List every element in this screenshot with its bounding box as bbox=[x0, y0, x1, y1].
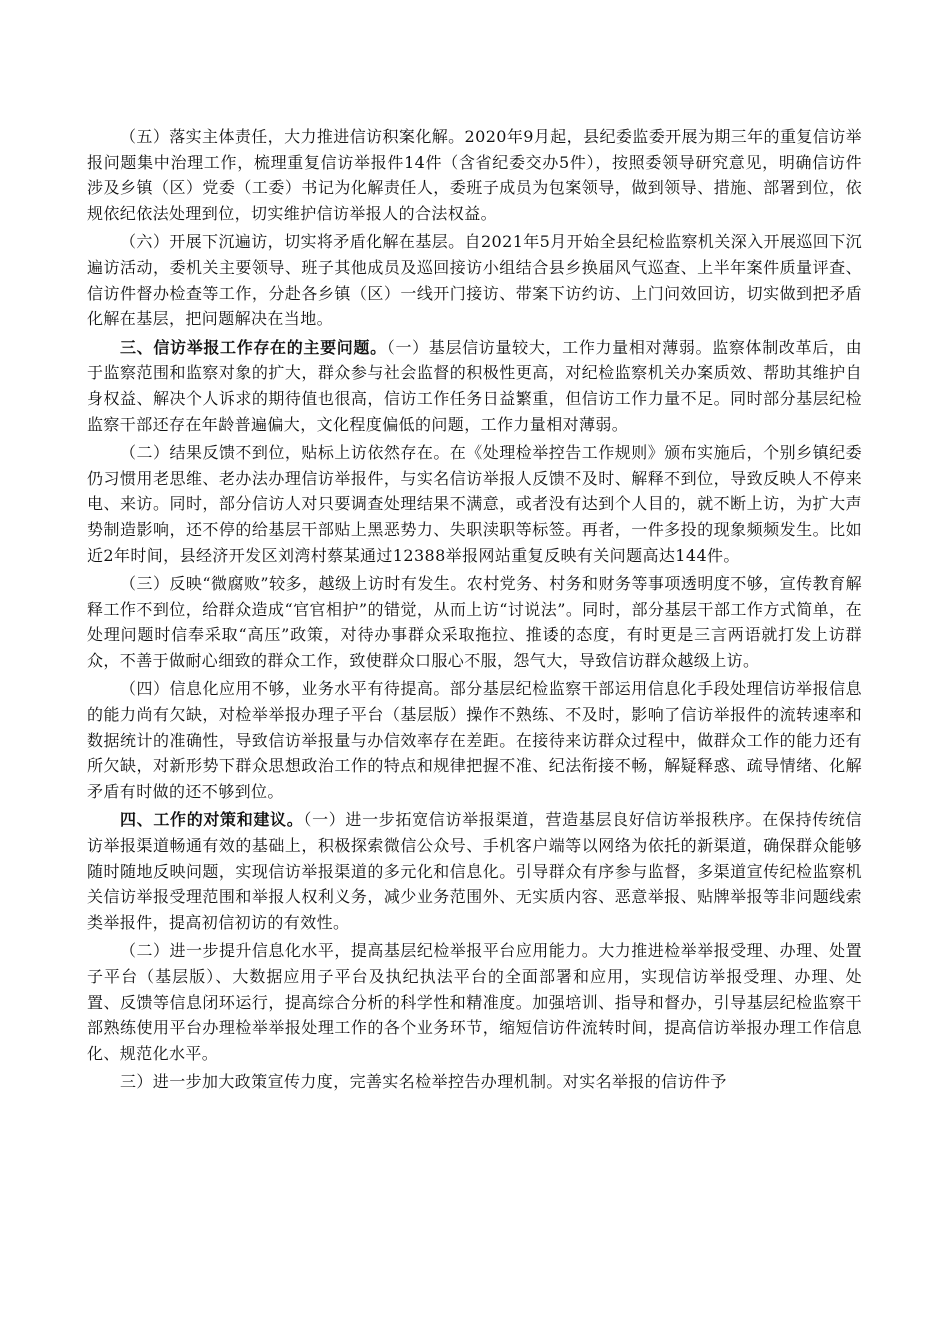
paragraph-6 bbox=[87, 229, 862, 331]
section-3-item-3 bbox=[87, 571, 862, 673]
section-3-paragraph bbox=[87, 335, 862, 437]
paragraph-text: （一）进一步拓宽信访举报渠道，营造基层良好信访举报秩序。在保持传统信访举报渠道畅通有效的基础上，积极探索微信公众号、手机客户端等以网络为依托的新渠道，确保群众能够随时随地反映问题，实现信访举报渠道的多元化和信息化。引导群众有序参与监督，多渠道宣传纪检监察机关信访举报受理范围和举报人权利义务，减少业务范围外、无实质内容、恶意举报、贴牌举报等非问题线索类举报件，提高初信初访的有效性。 bbox=[87, 810, 862, 932]
paragraph-text: （一）基层信访量较大，工作力量相对薄弱。监察体制改革后，由于监察范围和监察对象的扩大，群众参与社会监督的积极性更高，对纪检监察机关办案质效、帮助其维护自身权益、解决个人诉求的期待值也很高，信访工作任务日益繁重，但信访工作力量不足。同时部分基层纪检监察干部还存在年龄普遍偏大，文化程度偏低的问题，工作力量相对薄弱。 bbox=[87, 337, 862, 434]
section-3-item-2 bbox=[87, 440, 862, 568]
section-3-item-4 bbox=[87, 676, 862, 804]
paragraph-text: （三）反映“微腐败”较多，越级上访时有发生。农村党务、村务和财务等事项透明度不够，宣传教育解释工作不到位，给群众造成“官官相护”的错觉，从而上访“讨说法”。同时，部分基层干部工作方式简单，在处理问题时信奉采取“高压”政策，对待办事群众采取拖拉、推诿的态度，有时更是三言两语就打发上访群众，不善于做耐心细致的群众工作，致使群众口服心不服，怨气大，导致信访群众越级上访。 bbox=[87, 574, 862, 670]
paragraph-text: （六）开展下沉遍访，切实将矛盾化解在基层。自2021年5月开始全县纪检监察机关深入开展巡回下沉遍访活动，委机关主要领导、班子其他成员及巡回接访小组结合县乡换届风气巡查、上半年案件质量评查、信访件督办检查等工作，分赴各乡镇（区）一线开门接访、带案下访约访、上门问效回访，切实做到把矛盾化解在基层，把问题解决在当地。 bbox=[87, 232, 862, 329]
paragraph-text: （二）结果反馈不到位，贴标上访依然存在。在《处理检举控告工作规则》颁布实施后，个别乡镇纪委仍习惯用老思维、老办法办理信访举报件，与实名信访举报人反馈不及时、解释不到位，导致反映人不停来电、来访。同时，部分信访人对只要调查处理结果不满意，或者没有达到个人目的，就不断上访，为扩大声势制造影响，还不停的给基层干部贴上黑恶势力、失职渎职等标签。再者，一件多投的现象频频发生。比如近2年时间，县经济开发区刘湾村蔡某通过12388举报网站重复反映有关问题高达144件。 bbox=[87, 443, 862, 565]
section-4-item-3 bbox=[87, 1069, 862, 1095]
paragraph-text: （二）进一步提升信息化水平，提高基层纪检举报平台应用能力。大力推进检举举报受理、办理、处置子平台（基层版）、大数据应用子平台及执纪执法平台的全面部署和应用，实现信访举报受理、办理、处置、反馈等信息闭环运行，提高综合分析的科学性和精准度。加强培训、指导和督办，引导基层纪检监察干部熟练使用平台办理检举举报处理工作的各个业务环节，缩短信访件流转时间，提高信访举报办理工作信息化、规范化水平。 bbox=[87, 941, 862, 1063]
paragraph-text: （四）信息化应用不够，业务水平有待提高。部分基层纪检监察干部运用信息化手段处理信访举报信息的能力尚有欠缺，对检举举报办理子平台（基层版）操作不熟练、不及时，影响了信访举报件的流转速率和数据统计的准确性，导致信访举报量与办信效率存在差距。在接待来访群众过程中，做群众工作的能力还有所欠缺，对新形势下群众思想政治工作的特点和规律把握不准、纪法衔接不畅，解疑释惑、疏导情绪、化解矛盾有时做的还不够到位。 bbox=[87, 679, 862, 801]
paragraph-text: （五）落实主体责任，大力推进信访积案化解。2020年9月起，县纪委监委开展为期三年的重复信访举报问题集中治理工作，梳理重复信访举报件14件（含省纪委交办5件），按照委领导研究意见，明确信访件涉及乡镇（区）党委（工委）书记为化解责任人，委班子成员为包案领导，做到领导、措施、部署到位，依规依纪依法处理到位，切实维护信访举报人的合法权益。 bbox=[87, 127, 862, 223]
paragraph-text: 三）进一步加大政策宣传力度，完善实名检举控告办理机制。对实名举报的信访件予 bbox=[120, 1072, 727, 1092]
section-heading: 四、工作的对策和建议。 bbox=[120, 810, 304, 830]
section-4-paragraph bbox=[87, 807, 862, 935]
section-heading: 三、信访举报工作存在的主要问题。 bbox=[120, 337, 387, 357]
section-4-item-2 bbox=[87, 938, 862, 1066]
paragraph-5 bbox=[87, 124, 862, 226]
